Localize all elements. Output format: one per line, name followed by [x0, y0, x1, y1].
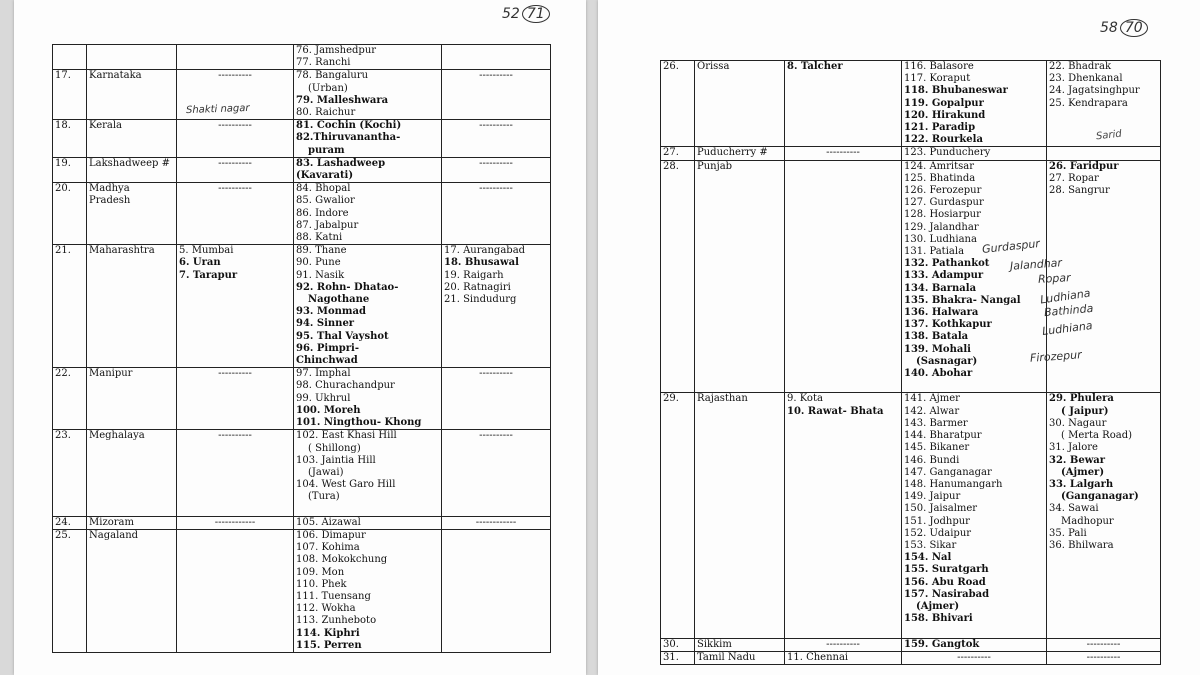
cell-line: 152. Udaipur	[904, 527, 972, 539]
table-row	[53, 70, 551, 120]
cell-state: Punjab	[695, 160, 785, 393]
cell-line: 121. Paradip	[904, 122, 976, 134]
left-table	[52, 44, 551, 653]
cell-line: 89. Thane	[296, 245, 347, 257]
cell-line: 108. Mokokchung	[296, 554, 388, 566]
cell-line: 131. Patiala	[904, 246, 965, 258]
cell-line: 93. Monmad	[296, 306, 366, 318]
cell-line: 82.Thiruvanantha-	[296, 132, 401, 144]
cell-no: 30.	[661, 638, 695, 651]
cell-line: 102. East Khasi Hill	[296, 430, 397, 442]
cell-cities	[294, 120, 442, 158]
cell-line: 8. Talcher	[787, 61, 843, 72]
table-row	[53, 430, 551, 516]
table-row	[53, 120, 551, 158]
cell-line: 31. Jalore	[1049, 442, 1098, 454]
left-document-page	[14, 0, 586, 675]
cell-line: 132. Pathankot	[904, 258, 990, 270]
cell-state: Tamil Nadu	[695, 651, 785, 664]
cell-cities	[294, 183, 442, 245]
cell-line: 35. Pali	[1049, 527, 1087, 539]
cell-line: 113. Zunheboto	[296, 615, 377, 627]
cell-line: (Ajmer)	[916, 600, 960, 612]
cell-line: (Tura)	[308, 491, 340, 503]
cell-line: 157. Nasirabad	[904, 588, 990, 600]
cell-line: 105. Aizawal	[296, 516, 361, 528]
cell-line: 94. Sinner	[296, 318, 355, 330]
cell-no: 28.	[661, 160, 695, 393]
cell-airport	[785, 61, 902, 147]
cell-other: ------------	[442, 516, 551, 529]
cell-line: (Sasnagar)	[916, 355, 978, 367]
cell-line: (Urban)	[308, 82, 348, 94]
cell-cities	[902, 160, 1047, 393]
cell-airport	[177, 45, 294, 70]
cell-line: 115. Perren	[296, 639, 362, 651]
cell-no: 27.	[661, 147, 695, 160]
cell-line: 90. Pune	[296, 257, 341, 269]
cell-line: (Ganganagar)	[1061, 491, 1139, 503]
cell-other: ----------	[442, 368, 551, 430]
cell-other: ----------	[442, 430, 551, 516]
scribble-note: Ludhiana	[1039, 286, 1092, 307]
cell-line: 36. Bhilwara	[1049, 539, 1114, 551]
cell-line: 126. Ferozepur	[904, 185, 982, 197]
cell-state: Lakshadweep #	[87, 157, 177, 182]
cell-line: 144. Bharatpur	[904, 430, 982, 442]
cell-airport	[177, 245, 294, 368]
cell-airport: ----------	[177, 183, 294, 245]
cell-cities: ----------	[902, 651, 1047, 664]
cell-line: 19. Raigarh	[444, 269, 504, 281]
cell-line: 141. Ajmer	[904, 393, 960, 405]
cell-no	[53, 45, 87, 70]
cell-cities	[294, 529, 442, 652]
cell-line: 133. Adampur	[904, 270, 984, 282]
cell-line: 125. Bhatinda	[904, 172, 976, 184]
cell-line: 17. Aurangabad	[444, 245, 526, 257]
cell-line: 87. Jabalpur	[296, 219, 359, 231]
cell-airport: ----------	[177, 368, 294, 430]
cell-line: 10. Rawat- Bhata	[787, 405, 884, 417]
cell-state: Maharashtra	[87, 245, 177, 368]
cell-line: 139. Mohali	[904, 343, 971, 355]
cell-line: (Kavarati)	[296, 170, 354, 182]
cell-line: 95. Thal Vayshot	[296, 330, 389, 342]
cell-line	[296, 504, 439, 516]
cell-cities	[294, 157, 442, 182]
cell-other: ----------	[1047, 638, 1161, 651]
cell-airport: ----------	[177, 430, 294, 516]
cell-line: 155. Suratgarh	[904, 564, 989, 576]
cell-other	[1047, 147, 1161, 160]
cell-line: 104. West Garo Hill	[296, 479, 396, 491]
cell-state: Sikkim	[695, 638, 785, 651]
cell-line: 99. Ukhrul	[296, 392, 351, 404]
cell-line	[904, 380, 1044, 392]
cell-line: ( Shillong)	[308, 442, 361, 454]
cell-line: 118. Bhubaneswar	[904, 85, 1008, 97]
cell-cities	[294, 45, 442, 70]
scribble-note: Bathinda	[1043, 301, 1094, 320]
cell-cities	[294, 245, 442, 368]
cell-cities	[902, 638, 1047, 651]
cell-line: 33. Lalgarh	[1049, 478, 1114, 490]
cell-line: 143. Barmer	[904, 417, 968, 429]
cell-line: 79. Malleshwara	[296, 94, 389, 106]
cell-line: 5. Mumbai	[179, 245, 234, 257]
cell-line: 117. Koraput	[904, 73, 971, 85]
cell-airport	[785, 160, 902, 393]
right-document-page	[598, 0, 1200, 675]
table-row	[53, 516, 551, 529]
cell-airport: ----------	[177, 157, 294, 182]
cell-no: 31.	[661, 651, 695, 664]
cell-no: 21.	[53, 245, 87, 368]
cell-line: 147. Ganganagar	[904, 466, 992, 478]
cell-line: 7. Tarapur	[179, 269, 238, 281]
cell-line: 119. Gopalpur	[904, 97, 984, 109]
cell-line: 148. Hanumangarh	[904, 478, 1003, 490]
cell-line: 123. Punduchery	[904, 147, 991, 159]
cell-line: 142. Alwar	[904, 405, 960, 417]
cell-no: 24.	[53, 516, 87, 529]
table-row	[661, 147, 1161, 160]
cell-line: (Jawai)	[308, 466, 344, 478]
cell-airport: ------------	[177, 516, 294, 529]
cell-line: 127. Gurdaspur	[904, 197, 984, 209]
cell-line: 23. Dhenkanal	[1049, 73, 1123, 85]
cell-line: 80. Raichur	[296, 107, 356, 119]
cell-line: 76. Jamshedpur	[296, 45, 377, 56]
cell-state	[87, 45, 177, 70]
cell-other	[1047, 61, 1161, 147]
cell-line: ( Jaipur)	[1061, 405, 1109, 417]
table-row	[53, 529, 551, 652]
cell-line: 146. Bundi	[904, 454, 960, 466]
cell-line: 9. Kota	[787, 393, 823, 405]
cell-line: 135. Bhakra- Nangal	[904, 294, 1021, 306]
cell-state: Rajasthan	[695, 393, 785, 638]
scribble-note: Ropar	[1037, 271, 1071, 286]
cell-line: 109. Mon	[296, 566, 345, 578]
cell-line: 106. Dimapur	[296, 529, 366, 541]
table-row	[53, 183, 551, 245]
scribble-note: Gurdaspur	[981, 237, 1041, 256]
cell-line: 88. Katni	[296, 232, 343, 244]
cell-airport	[785, 393, 902, 638]
cell-line: 158. Bhivari	[904, 613, 973, 625]
cell-no: 18.	[53, 120, 87, 158]
cell-line: 30. Nagaur	[1049, 417, 1107, 429]
cell-other: ----------	[442, 120, 551, 158]
table-row	[53, 157, 551, 182]
cell-cities	[294, 70, 442, 120]
cell-airport: ----------	[785, 147, 902, 160]
cell-line: 101. Ningthou- Khong	[296, 417, 422, 429]
cell-line: 97. Imphal	[296, 368, 351, 380]
cell-no: 20.	[53, 183, 87, 245]
cell-cities	[902, 61, 1047, 147]
cell-line: 24. Jagatsinghpur	[1049, 85, 1140, 97]
cell-line: 21. Sindudurg	[444, 294, 517, 306]
cell-line: 86. Indore	[296, 207, 349, 219]
cell-other	[442, 529, 551, 652]
cell-line: 159. Gangtok	[904, 638, 980, 650]
cell-line: 27. Ropar	[1049, 172, 1099, 184]
cell-line: 149. Jaipur	[904, 491, 961, 503]
signature: Sarid	[1095, 128, 1123, 143]
cell-line: 110. Phek	[296, 578, 347, 590]
cell-other	[442, 245, 551, 368]
cell-other: ----------	[442, 183, 551, 245]
cell-line: 78. Bangaluru	[296, 70, 369, 82]
cell-other	[442, 45, 551, 70]
cell-line: 107. Kohima	[296, 542, 360, 554]
cell-no: 26.	[661, 61, 695, 147]
cell-line: 124. Amritsar	[904, 160, 975, 172]
cell-line: 84. Bhopal	[296, 183, 351, 195]
cell-line: 20. Ratnagiri	[444, 281, 511, 293]
cell-line	[904, 625, 1044, 637]
right-page-mark: 58 70	[1100, 20, 1148, 36]
cell-other	[1047, 393, 1161, 638]
cell-line: ( Merta Road)	[1061, 430, 1132, 442]
cell-line: puram	[308, 144, 345, 156]
table-row	[661, 160, 1161, 393]
cell-cities	[902, 147, 1047, 160]
cell-state: Meghalaya	[87, 430, 177, 516]
table-row	[53, 45, 551, 70]
cell-state: Kerala	[87, 120, 177, 158]
cell-line: 116. Balasore	[904, 61, 974, 72]
cell-line: 18. Bhusawal	[444, 257, 519, 269]
cell-line: 156. Abu Road	[904, 576, 986, 588]
cell-no: 29.	[661, 393, 695, 638]
table-row	[661, 61, 1161, 147]
cell-line: 150. Jaisalmer	[904, 503, 978, 515]
cell-line: 77. Ranchi	[296, 57, 351, 69]
cell-line: 138. Batala	[904, 331, 969, 343]
table-row	[661, 393, 1161, 638]
cell-cities	[902, 393, 1047, 638]
cell-other: ----------	[442, 157, 551, 182]
cell-no: 22.	[53, 368, 87, 430]
cell-airport: ----------	[177, 120, 294, 158]
cell-cities	[294, 430, 442, 516]
cell-line: (Ajmer)	[1061, 466, 1105, 478]
cell-line: 29. Phulera	[1049, 393, 1114, 405]
cell-airport	[177, 529, 294, 652]
cell-line: 85. Gwalior	[296, 195, 355, 207]
cell-line: 137. Kothkapur	[904, 319, 992, 331]
cell-line: 26. Faridpur	[1049, 160, 1119, 172]
cell-line: 32. Bewar	[1049, 454, 1106, 466]
cell-line: 91. Nasik	[296, 269, 345, 281]
cell-line: Chinchwad	[296, 355, 358, 367]
cell-no: 17.	[53, 70, 87, 120]
cell-line: 134. Barnala	[904, 282, 977, 294]
cell-state: Mizoram	[87, 516, 177, 529]
cell-line: 122. Rourkela	[904, 134, 983, 146]
cell-line: 34. Sawai	[1049, 503, 1099, 515]
cell-line: 25. Kendrapara	[1049, 97, 1128, 109]
cell-line: 145. Bikaner	[904, 442, 970, 454]
cell-line: 130. Ludhiana	[904, 233, 977, 245]
cell-state: Puducherry #	[695, 147, 785, 160]
left-page-mark: 52 71	[502, 6, 550, 22]
cell-line: 96. Pimpri-	[296, 342, 359, 354]
cell-line: Madhopur	[1061, 515, 1114, 527]
cell-line: 100. Moreh	[296, 404, 361, 416]
cell-airport: ----------	[785, 638, 902, 651]
cell-state: Nagaland	[87, 529, 177, 652]
cell-line: 83. Lashadweep	[296, 157, 386, 169]
cell-state: Orissa	[695, 61, 785, 147]
cell-line: 98. Churachandpur	[296, 380, 395, 392]
cell-line: 129. Jalandhar	[904, 221, 979, 233]
cell-line: 128. Hosiarpur	[904, 209, 981, 221]
cell-line: 112. Wokha	[296, 603, 356, 615]
scribble-note: Ludhiana	[1041, 318, 1094, 339]
cell-line: 111. Tuensang	[296, 590, 371, 602]
cell-line: 81. Cochin (Kochi)	[296, 120, 402, 132]
cell-other	[1047, 160, 1161, 393]
right-table	[660, 60, 1161, 665]
cell-line: 11. Chennai	[787, 651, 849, 663]
table-row	[53, 368, 551, 430]
table-row	[661, 651, 1161, 664]
cell-airport	[785, 651, 902, 664]
table-row	[661, 638, 1161, 651]
cell-line: 92. Rohn- Dhatao-	[296, 281, 399, 293]
table-row	[53, 245, 551, 368]
cell-line: 103. Jaintia Hill	[296, 454, 376, 466]
cell-line: 136. Halwara	[904, 307, 979, 319]
cell-no: 19.	[53, 157, 87, 182]
cell-line: 114. Kiphri	[296, 627, 360, 639]
cell-line: 6. Uran	[179, 257, 221, 269]
cell-other: ----------	[1047, 651, 1161, 664]
cell-line: 22. Bhadrak	[1049, 61, 1112, 72]
cell-line: 151. Jodhpur	[904, 515, 970, 527]
cell-no: 23.	[53, 430, 87, 516]
cell-state: Manipur	[87, 368, 177, 430]
cell-no: 25.	[53, 529, 87, 652]
cell-line: 153. Sikar	[904, 539, 957, 551]
scribble-note: Jalandhar	[1009, 256, 1063, 273]
cell-line: 120. Hirakund	[904, 109, 986, 121]
cell-state: Karnataka	[87, 70, 177, 120]
cell-line: 140. Abohar	[904, 368, 973, 380]
cell-line: 154. Nal	[904, 552, 952, 564]
cell-other: ----------	[442, 70, 551, 120]
handwritten-annotation: Shakti nagar	[185, 102, 250, 117]
cell-line: 28. Sangrur	[1049, 185, 1110, 197]
scribble-note: Firozepur	[1029, 348, 1083, 365]
cell-cities	[294, 368, 442, 430]
cell-state: Madhya Pradesh	[87, 183, 177, 245]
cell-cities	[294, 516, 442, 529]
cell-airport: ----------	[177, 70, 294, 120]
cell-line: Nagothane	[308, 294, 370, 306]
